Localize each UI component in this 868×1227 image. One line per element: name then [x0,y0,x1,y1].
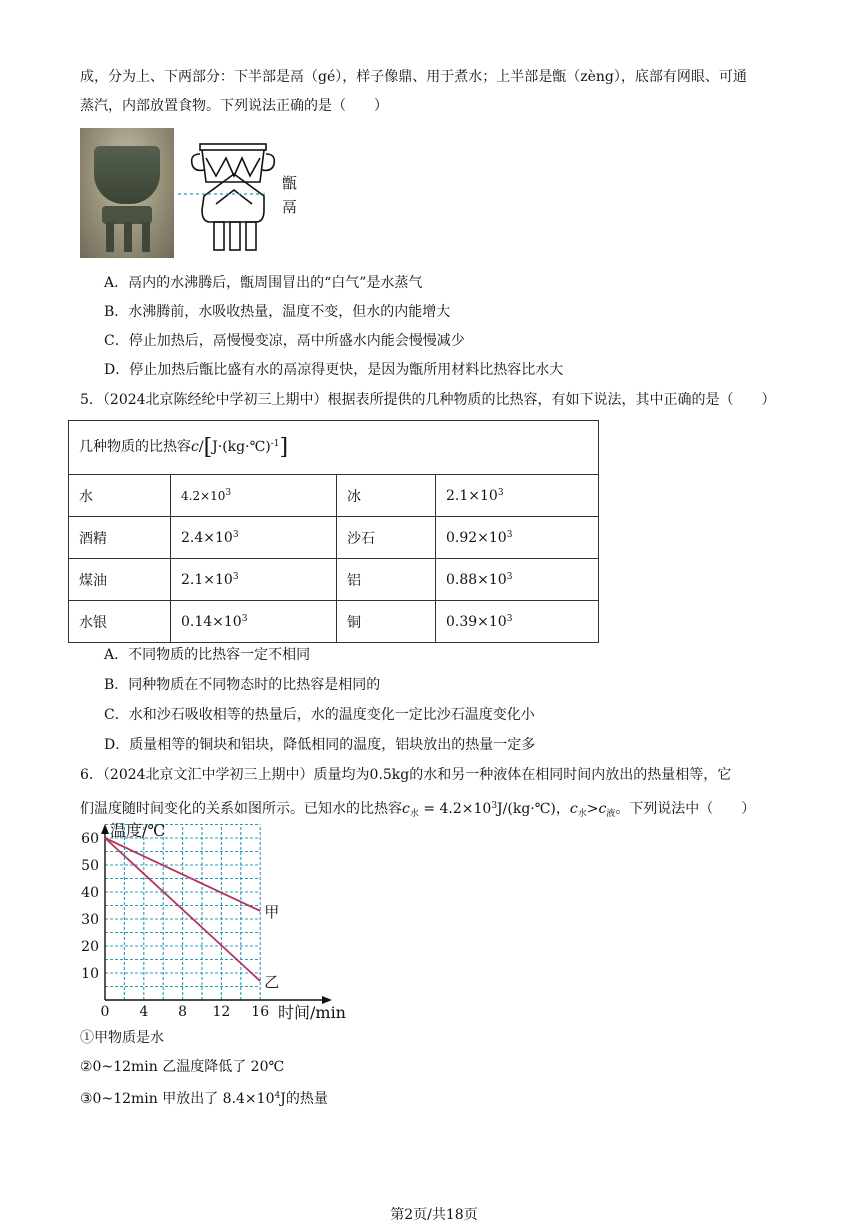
series-label-2: 乙 [264,973,280,992]
y-tick-label: 60 [81,831,99,847]
q5-option-d: D．质量相等的铜块和铝块，降低相同的温度，铝块放出的热量一定多 [104,737,536,753]
specific-heat-table [68,420,599,643]
y-axis-label: 温度/℃ [110,822,166,840]
x-tick-label: 0 [100,1004,110,1020]
q6-statement-2: ②0~12min 乙温度降低了 20℃ [80,1059,285,1075]
y-tick-label: 10 [81,966,99,982]
q6-stem-line2: 们温度随时间变化的关系如图所示。已知水的比热容$c_水$ = $4.2\times 10^3J/(kg\cdot℃)$，$c_水>c_液$。下列说法中（ ） [80,801,756,819]
q4-stem-line1: 成，分为上、下两部分：下半部是鬲（gé），样子像鼎、用于煮水；上半部是甑（zèng），底部有网眼、可通 [80,69,747,85]
zeng-label: 甑 [282,174,298,192]
x-tick-label: 12 [212,1004,231,1020]
bronze-vessel-photo [80,128,174,258]
q4-option-a: A．鬲内的水沸腾后，甑周围冒出的“白气”是水蒸气 [104,275,423,291]
q6-statement-3: ③0~12min 甲放出了 $8.4\times 10^4J$的热量 [80,1091,328,1107]
y-tick-label: 20 [81,939,99,955]
q6-stem-line1: 6．（2024北京文汇中学初三上期中）质量均为0.5kg的水和另一种液体在相同时间内放出的热量相等，它 [80,767,732,783]
table-row: 酒精 $2.4\times 10^3$ 沙石 $0.92\times 10^3$ [69,517,599,559]
table-row: 水银 $0.14\times 10^3$ 铜 $0.39\times 10^3$ [69,601,599,643]
table-row: 水 $4.2\times 10^3$ 冰 $2.1\times 10^3$ [69,475,599,517]
series-label-1: 甲 [264,902,280,921]
x-tick-label: 8 [178,1004,188,1020]
x-axis-label: 时间/min [278,1003,346,1022]
q4-option-d: D．停止加热后甑比盛有水的鬲凉得更快，是因为甑所用材料比热容比水大 [104,362,564,378]
y-axis-arrow [101,824,109,834]
q6-statement-1: ①甲物质是水 [80,1030,164,1046]
table-row: 煤油 $2.1\times 10^3$ 铝 $0.88\times 10^3$ [69,559,599,601]
q5-stem: 5．（2024北京陈经纶中学初三上期中）根据表所提供的几种物质的比热容，有如下说法，其中正确的是（ ） [80,392,776,408]
x-tick-label: 4 [139,1004,149,1020]
li-label: 鬲 [282,198,298,216]
q4-option-c: C．停止加热后，鬲慢慢变凉，鬲中所盛水内能会慢慢减少 [104,333,465,349]
q5-option-c: C．水和沙石吸收相等的热量后，水的温度变化一定比沙石温度变化小 [104,707,535,723]
vessel-diagram [176,140,306,255]
q4-option-b: B．水沸腾前，水吸收热量，温度不变，但水的内能增大 [104,304,451,320]
y-tick-label: 50 [81,858,99,874]
x-tick-label: 16 [251,1004,270,1020]
q5-option-a: A．不同物质的比热容一定不相同 [104,647,311,663]
page-footer: 第2页/共18页 [390,1207,478,1223]
y-tick-label: 40 [81,885,99,901]
y-tick-label: 30 [81,912,99,928]
table-header: 几种物质的比热容c/[J·(kg·℃)$^{-1}$] [69,421,599,475]
temperature-time-chart [70,822,370,1022]
q5-option-b: B．同种物质在不同物态时的比热容是相同的 [104,677,381,693]
q4-stem-line2: 蒸汽，内部放置食物。下列说法正确的是（ ） [80,98,388,114]
